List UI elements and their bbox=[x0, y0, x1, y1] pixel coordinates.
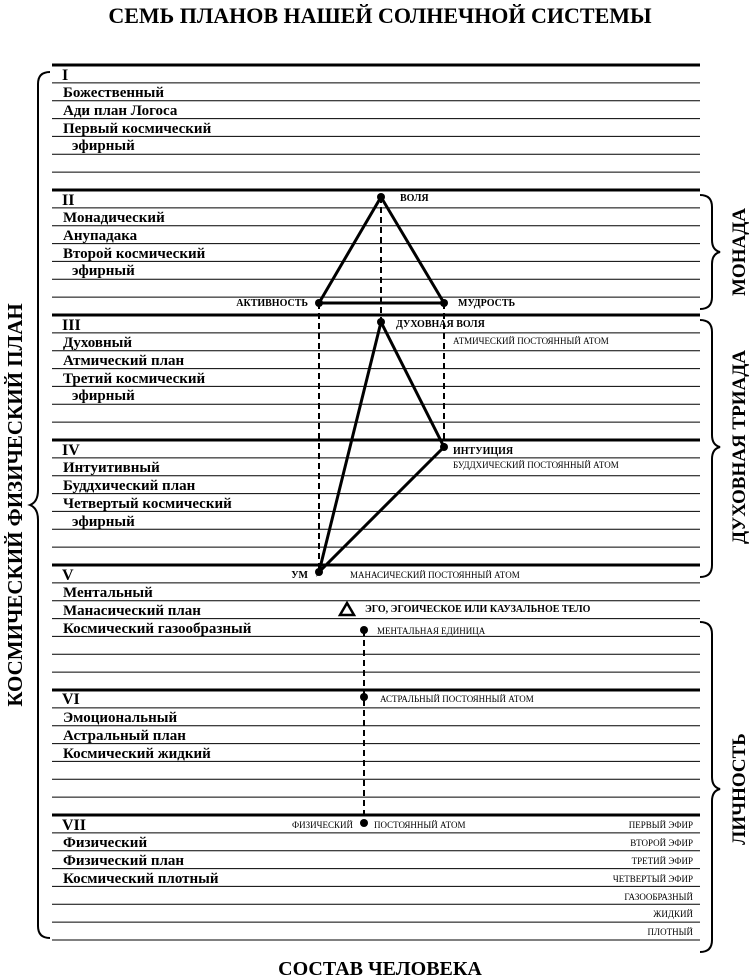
plane-7-line-1: Физический bbox=[63, 835, 148, 851]
label-activity: АКТИВНОСТЬ bbox=[236, 298, 308, 309]
plane-7-numeral: VII bbox=[62, 817, 87, 834]
plane-5-line-1: Ментальный bbox=[63, 585, 153, 601]
plane-1-numeral: I bbox=[62, 67, 69, 84]
personality-brace-label: ЛИЧНОСТЬ bbox=[729, 733, 750, 845]
triad-brace-label: ДУХОВНАЯ ТРИАДА bbox=[729, 350, 750, 544]
label-spiritual-will: ДУХОВНАЯ ВОЛЯ bbox=[396, 319, 485, 330]
activity-dot bbox=[315, 299, 323, 307]
plane-3-line-4: эфирный bbox=[72, 388, 135, 404]
label-astral-atom: АСТРАЛЬНЫЙ ПОСТОЯННЫЙ АТОМ bbox=[380, 694, 534, 704]
triad-brace bbox=[700, 320, 720, 577]
plane-4-line-1: Интуитивный bbox=[63, 460, 160, 476]
intuition-dot bbox=[440, 443, 448, 451]
monad-brace-label: МОНАДА bbox=[729, 207, 750, 297]
plane-1-labels bbox=[62, 67, 212, 154]
physical-subplane-labels bbox=[613, 820, 694, 937]
plane-4-numeral: IV bbox=[62, 442, 80, 459]
label-manasic-atom: МАНАСИЧЕСКИЙ ПОСТОЯННЫЙ АТОМ bbox=[350, 570, 520, 580]
subplane-label-1: ПЕРВЫЙ ЭФИР bbox=[628, 820, 693, 830]
plane-1-line-1: Божественный bbox=[63, 85, 164, 101]
diagram-footer: СОСТАВ ЧЕЛОВЕКА bbox=[278, 958, 482, 979]
plane-4-labels bbox=[62, 442, 232, 530]
plane-6-numeral: VI bbox=[62, 691, 80, 708]
plane-boundaries bbox=[52, 65, 700, 815]
label-ego: ЭГО, ЭГОИЧЕСКОЕ ИЛИ КАУЗАЛЬНОЕ ТЕЛО bbox=[365, 604, 591, 615]
subplane-label-2: ВТОРОЙ ЭФИР bbox=[630, 838, 693, 848]
label-wisdom: МУДРОСТЬ bbox=[458, 298, 516, 309]
mental-unit-dot bbox=[360, 626, 368, 634]
label-physical-atom-right: ПОСТОЯННЫЙ АТОМ bbox=[374, 820, 466, 830]
plane-4-line-3: Четвертый космический bbox=[63, 496, 232, 512]
plane-5-numeral: V bbox=[62, 567, 74, 584]
plane-3-labels bbox=[62, 317, 206, 404]
will-dot bbox=[377, 193, 385, 201]
plane-3-line-2: Атмический план bbox=[63, 353, 185, 369]
plane-5-line-3: Космический газообразный bbox=[63, 621, 252, 637]
plane-2-numeral: II bbox=[62, 192, 75, 209]
plane-7-labels bbox=[62, 817, 219, 887]
subplane-label-3: ТРЕТИЙ ЭФИР bbox=[631, 856, 693, 866]
plane-6-line-2: Астральный план bbox=[63, 728, 186, 744]
label-mental-unit: МЕНТАЛЬНАЯ ЕДИНИЦА bbox=[377, 626, 486, 636]
plane-2-labels bbox=[62, 192, 206, 279]
subplane-label-7: ПЛОТНЫЙ bbox=[647, 927, 693, 937]
plane-2-line-3: Второй космический bbox=[63, 246, 206, 262]
triad-triangle bbox=[319, 322, 444, 572]
spiritual-will-dot bbox=[377, 318, 385, 326]
plane-7-line-2: Физический план bbox=[63, 853, 185, 869]
ego-triangle-icon bbox=[340, 603, 354, 615]
plane-4-line-4: эфирный bbox=[72, 514, 135, 530]
subplane-label-5: ГАЗООБРАЗНЫЙ bbox=[624, 892, 693, 902]
label-physical-atom-left: ФИЗИЧЕСКИЙ bbox=[292, 820, 353, 830]
personality-brace bbox=[700, 622, 720, 952]
left-brace bbox=[30, 72, 50, 938]
diagram-title: СЕМЬ ПЛАНОВ НАШЕЙ СОЛНЕЧНОЙ СИСТЕМЫ bbox=[108, 3, 652, 28]
plane-1-line-2: Ади план Логоса bbox=[63, 103, 178, 119]
label-buddhic-atom: БУДДХИЧЕСКИЙ ПОСТОЯННЫЙ АТОМ bbox=[453, 460, 619, 470]
plane-1-line-4: эфирный bbox=[72, 138, 135, 154]
physical-atom-dot bbox=[360, 819, 368, 827]
subplane-label-6: ЖИДКИЙ bbox=[653, 909, 693, 919]
astral-atom-dot bbox=[360, 693, 368, 701]
monad-brace bbox=[700, 195, 720, 309]
label-atmic-atom: АТМИЧЕСКИЙ ПОСТОЯННЫЙ АТОМ bbox=[453, 336, 609, 346]
plane-3-numeral: III bbox=[62, 317, 81, 334]
wisdom-dot bbox=[440, 299, 448, 307]
plane-5-line-2: Манасический план bbox=[63, 603, 201, 619]
plane-1-line-3: Первый космический bbox=[63, 121, 212, 137]
plane-3-line-1: Духовный bbox=[63, 335, 132, 351]
triad-triangle-shape bbox=[319, 322, 444, 572]
plane-2-line-1: Монадический bbox=[63, 210, 165, 226]
plane-6-line-3: Космический жидкий bbox=[63, 746, 211, 762]
plane-5-labels bbox=[62, 567, 252, 637]
plane-2-line-4: эфирный bbox=[72, 263, 135, 279]
subplane-label-4: ЧЕТВЕРТЫЙ ЭФИР bbox=[612, 874, 693, 884]
plane-4-line-2: Буддхический план bbox=[63, 478, 196, 494]
label-will: ВОЛЯ bbox=[400, 193, 429, 204]
label-intuition: ИНТУИЦИЯ bbox=[453, 446, 514, 457]
plane-7-line-3: Космический плотный bbox=[63, 871, 219, 887]
plane-2-line-2: Анупадака bbox=[63, 228, 138, 244]
plane-6-line-1: Эмоциональный bbox=[63, 710, 178, 726]
label-mind: УМ bbox=[291, 570, 308, 581]
mind-dot bbox=[315, 568, 323, 576]
plane-6-labels bbox=[62, 691, 211, 762]
left-brace-label: КОСМИЧЕСКИЙ ФИЗИЧЕСКИЙ ПЛАН bbox=[3, 303, 27, 707]
plane-3-line-3: Третий космический bbox=[63, 371, 206, 387]
